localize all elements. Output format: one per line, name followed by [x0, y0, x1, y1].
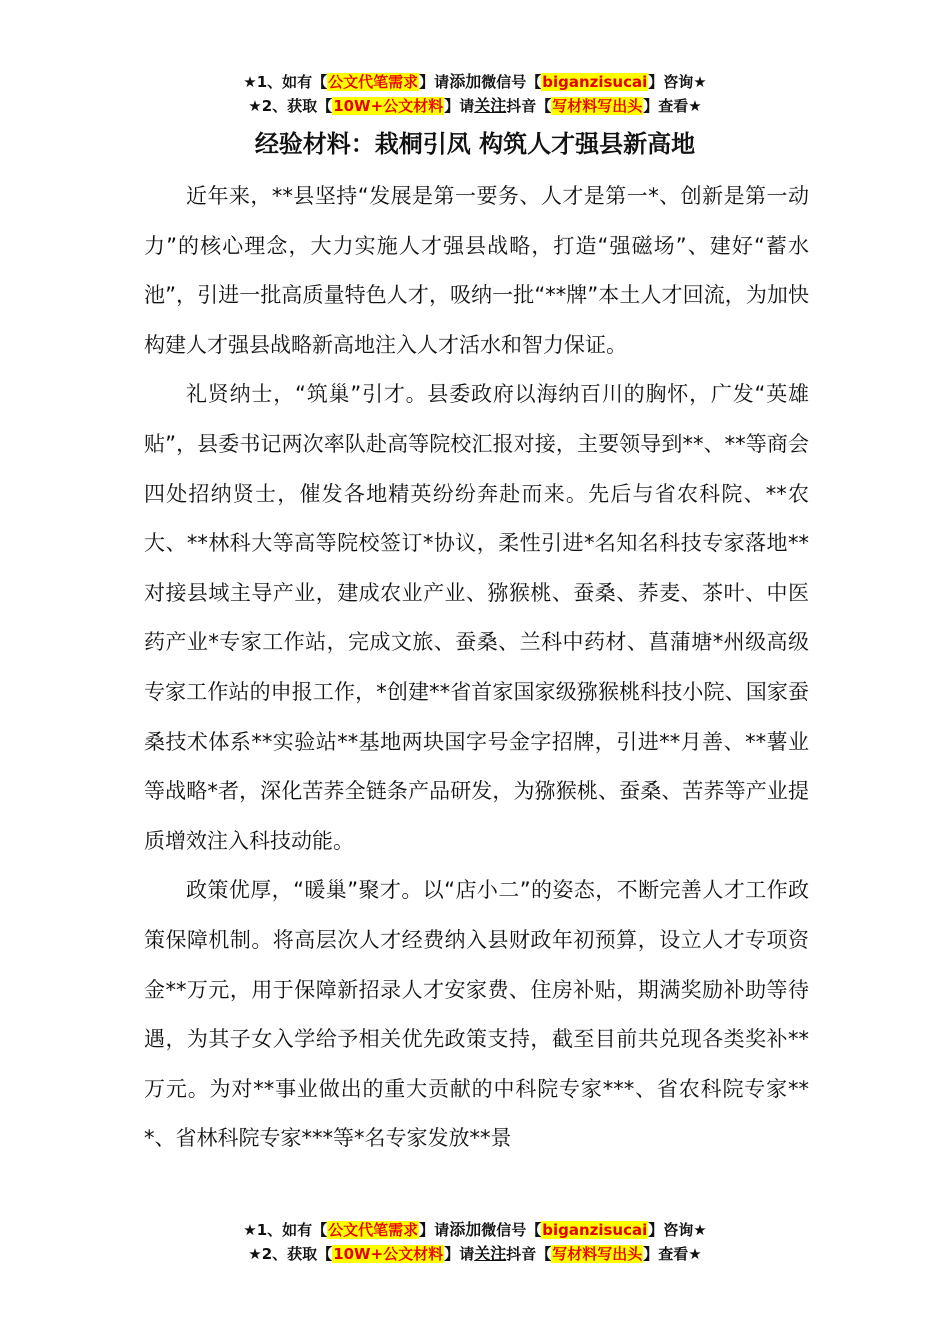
highlight-service: 公文代笔需求 — [328, 73, 419, 91]
banner-text: 】咨询★ — [648, 73, 707, 91]
banner-line-2 — [0, 94, 950, 118]
banner-text: 】查看★ — [643, 97, 702, 115]
banner-text: 】请 — [444, 97, 475, 115]
highlight-douyin-account: 写材料写出头 — [552, 97, 643, 115]
header-banner — [0, 70, 950, 118]
highlight-materials: 10W+公文材料 — [333, 97, 444, 115]
highlight-douyin-account: 写材料写出头 — [552, 1245, 643, 1263]
banner-line-1 — [0, 70, 950, 94]
highlight-service: 公文代笔需求 — [328, 1221, 419, 1239]
banner-text: 抖音【 — [506, 97, 552, 115]
banner-text: ★1、如有【 — [243, 73, 328, 91]
highlight-materials: 10W+公文材料 — [333, 1245, 444, 1263]
banner-emphasis: 关注 — [474, 1244, 507, 1263]
document-title: 经验材料：栽桐引凤 构筑人才强县新高地 — [254, 130, 696, 158]
banner-text: ★1、如有【 — [243, 1221, 328, 1239]
banner-text: 】请 — [444, 1245, 475, 1263]
highlight-wechat-id: biganzisucai — [542, 1221, 648, 1239]
banner-text: 微信号【 — [481, 73, 542, 91]
document-body — [144, 172, 809, 1164]
highlight-wechat-id: biganzisucai — [542, 73, 648, 91]
banner-text: 抖音【 — [506, 1245, 552, 1263]
banner-text: 微信号【 — [481, 1221, 542, 1239]
paragraph-policy-support: 政策优厚，“暖巢”聚才。以“店小二”的姿态，不断完善人才工作政策保障机制。将高层次人才经费纳入县财政年初预算，设立人才专项资金**万元，用于保障新招录人才安家费、住房补贴，期满奖励补助等待遇，为其子女入学给予相关优先政策支持，截至目前共兑现各类奖补**万元。为对**事业做出的重大贡献的中科院专家***、省农科院专家***、省林科院专家***等*名专家发放**景 — [144, 878, 809, 1151]
banner-emphasis: 添加 — [449, 72, 482, 91]
banner-text: 】请 — [419, 1221, 450, 1239]
footer-banner — [0, 1218, 950, 1266]
banner-text: ★2、获取【 — [248, 1245, 333, 1263]
banner-text: 】查看★ — [643, 1245, 702, 1263]
paragraph-attract-talent: 礼贤纳士，“筑巢”引才。县委政府以海纳百川的胸怀，广发“英雄贴”，县委书记两次率队赴高等院校汇报对接，主要领导到**、**等商会四处招纳贤士，催发各地精英纷纷奔赴而来。先后与省农科院、**农大、**林科大等高等院校签订*协议，柔性引进*名知名科技专家落地**对接县域主导产业，建成农业产业、猕猴桃、蚕桑、荞麦、茶叶、中医药产业*专家工作站，完成文旅、蚕桑、兰科中药材、菖蒲塘*州级高级专家工作站的申报工作，*创建**省首家国家级猕猴桃科技小院、国家蚕桑技术体系**实验站**基地两块国字号金字招牌，引进**月善、**薯业等战略*者，深化苦荞全链条产品研发，为猕猴桃、蚕桑、苦荞等产业提质增效注入科技动能。 — [144, 382, 809, 853]
banner-line-1 — [0, 1218, 950, 1242]
paragraph-intro: 近年来，**县坚持“发展是第一要务、人才是第一*、创新是第一动力”的核心理念，大力实施人才强县战略，打造“强磁场”、建好“蓄水池”，引进一批高质量特色人才，吸纳一批“**牌”本土人才回流，为加快构建人才强县战略新高地注入人才活水和智力保证。 — [144, 184, 809, 357]
banner-text: ★2、获取【 — [248, 97, 333, 115]
banner-text: 】请 — [419, 73, 450, 91]
banner-emphasis: 关注 — [474, 96, 507, 115]
banner-line-2 — [0, 1242, 950, 1266]
banner-emphasis: 添加 — [449, 1220, 482, 1239]
banner-text: 】咨询★ — [648, 1221, 707, 1239]
